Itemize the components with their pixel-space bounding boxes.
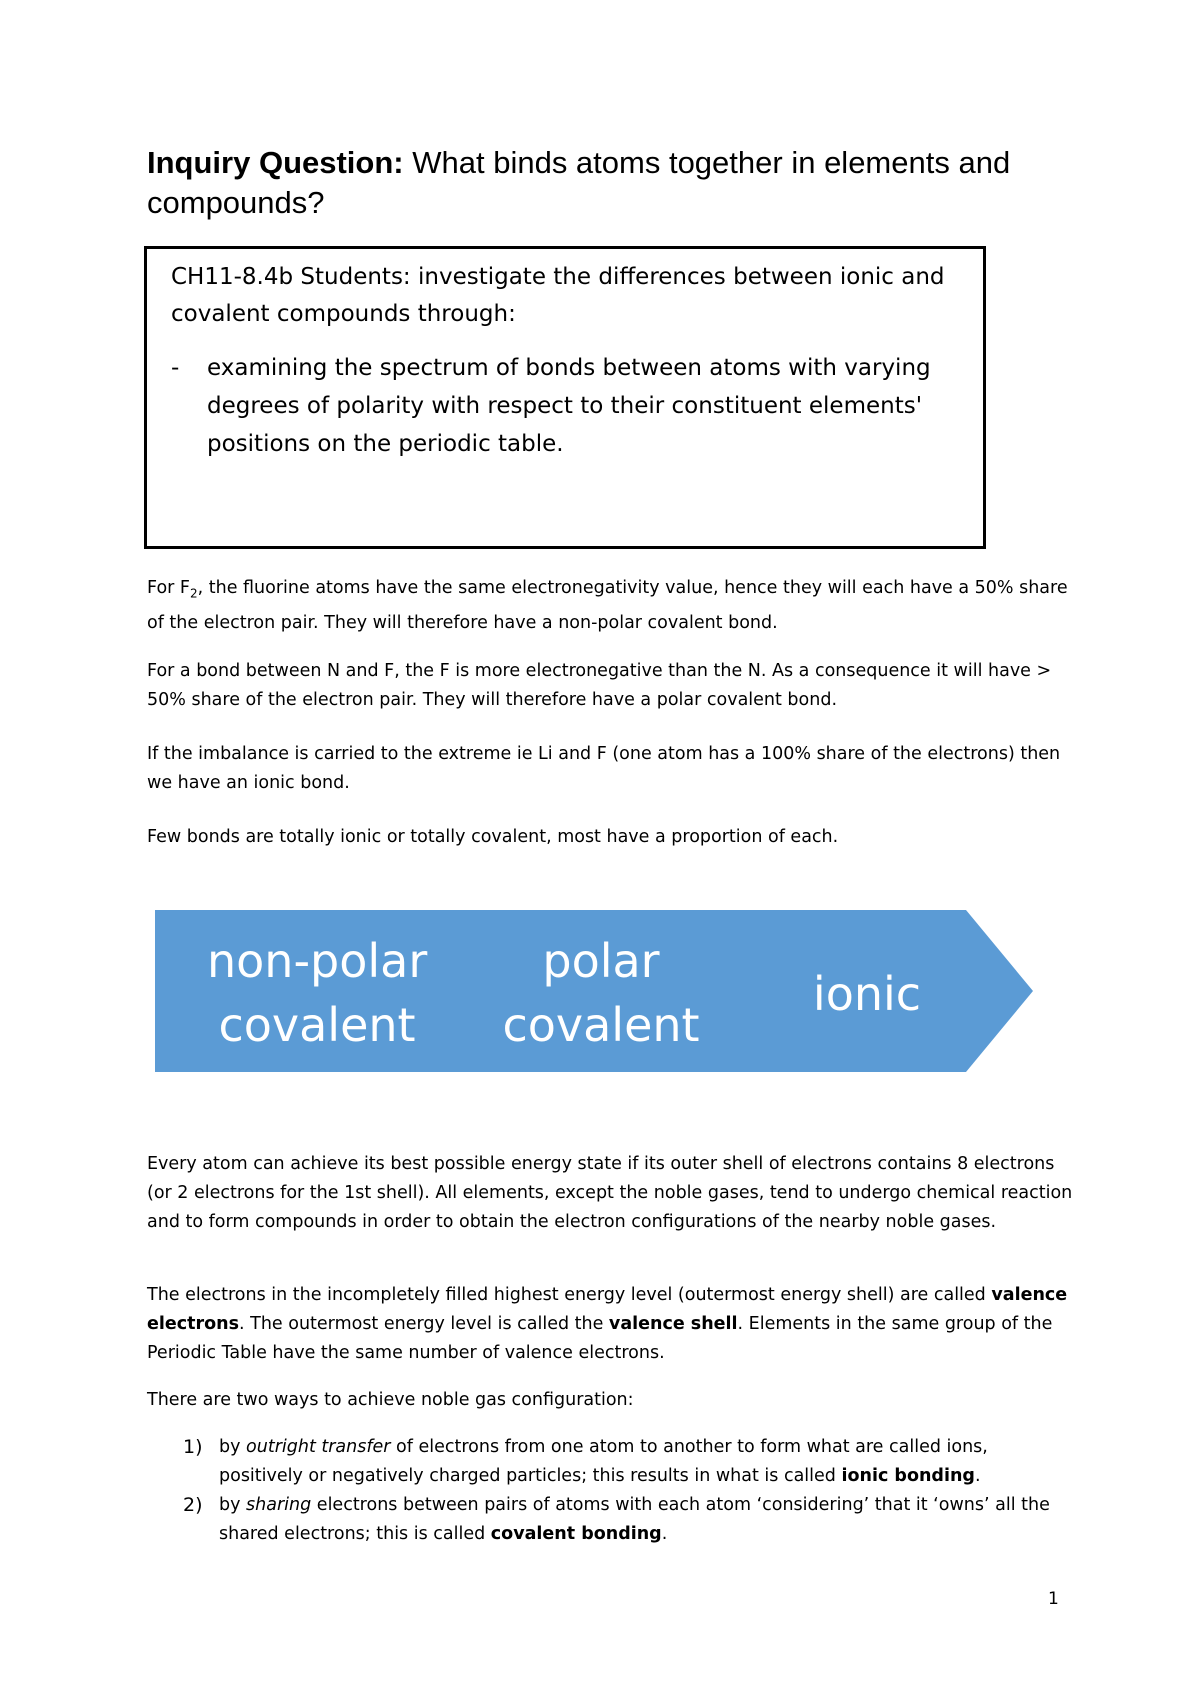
inquiry-label: Inquiry Question: <box>147 145 404 180</box>
valence-shell-term: valence shell <box>608 1314 738 1334</box>
inquiry-text: What binds atoms together in elements and compounds? <box>147 145 1011 220</box>
bond-spectrum-arrow <box>155 910 1035 1073</box>
inquiry-question <box>147 143 1077 223</box>
label-nonpolar-line2: covalent <box>218 998 416 1052</box>
outcome-bullet-text: examining the spectrum of bonds between atoms with varying degrees of polarity with respect to their constituent elements' positions on the periodic table. <box>207 355 931 457</box>
valence-electrons-term: valence electrons <box>147 1285 1068 1334</box>
outcome-bullet <box>171 349 959 463</box>
item1-em: outright transfer <box>246 1437 391 1457</box>
ionic-bonding-term: ionic bonding <box>841 1466 975 1486</box>
label-nonpolar-line1: non-polar <box>207 934 428 988</box>
outcome-list <box>171 349 959 463</box>
paragraph-f2 <box>147 574 1077 638</box>
item2-t2: electrons between pairs of atoms with each atom ‘considering’ that it ‘owns’ all the shared electrons; this is called <box>219 1495 1050 1544</box>
item1-t3: . <box>974 1466 981 1486</box>
bullet-dash: - <box>171 355 180 381</box>
item2-t3: . <box>661 1524 668 1544</box>
label-ionic: ionic <box>812 967 922 1021</box>
outcome-intro: CH11-8.4b Students: investigate the differences between ionic and covalent compounds through: <box>171 264 945 327</box>
item2-t1: by <box>219 1495 247 1515</box>
label-nonpolar-covalent <box>207 929 427 1057</box>
label-polar-line2: covalent <box>502 998 700 1052</box>
paragraph-few-bonds: Few bonds are totally ionic or totally covalent, most have a proportion of each. <box>147 827 839 847</box>
paragraph-octet: Every atom can achieve its best possible energy state if its outer shell of electrons contains 8 electrons (or 2 electrons for the 1st shell). All elements, except the noble gases, tend to undergo chemical reaction and to form compounds in order to obtain the electron configurations of the nearby noble gases. <box>147 1154 1073 1232</box>
valence-t1: The electrons in the incompletely filled highest energy level (outermost energy shell) are called <box>147 1285 992 1305</box>
list-number-2: 2) <box>183 1494 203 1516</box>
valence-t2: . The outermost energy level is called the <box>239 1314 609 1334</box>
label-polar-line1: polar <box>542 934 660 988</box>
paragraph-two-ways: There are two ways to achieve noble gas configuration: <box>147 1390 634 1410</box>
item2-em: sharing <box>246 1495 312 1515</box>
list-item-transfer <box>147 1433 1077 1491</box>
item1-t1: by <box>219 1437 247 1457</box>
paragraph-lif: If the imbalance is carried to the extreme ie Li and F (one atom has a 100% share of the electrons) then we have an ionic bond. <box>147 744 1061 793</box>
label-polar-covalent <box>491 929 711 1057</box>
f2-subscript: 2 <box>189 586 198 601</box>
syllabus-outcome-box <box>144 246 986 549</box>
paragraph-nf: For a bond between N and F, the F is more electronegative than the N. As a consequence it will have > 50% share of the electron pair. They will therefore have a polar covalent bond. <box>147 661 1052 710</box>
paragraph-valence <box>147 1281 1077 1368</box>
list-item-sharing <box>147 1491 1077 1549</box>
list-number-1: 1) <box>183 1436 203 1458</box>
f2-post: , the fluorine atoms have the same electronegativity value, hence they will each have a 50% share of the electron pair. They will therefore have a non-polar covalent bond. <box>147 578 1068 633</box>
page-number: 1 <box>1048 1589 1059 1609</box>
f2-pre: For F <box>147 578 190 598</box>
valence-t3: . Elements in the same group of the Periodic Table have the same number of valence electrons. <box>147 1314 1053 1363</box>
item1-t2: of electrons from one atom to another to form what are called ions, positively or negatively charged particles; this results in what is called <box>219 1437 988 1486</box>
covalent-bonding-term: covalent bonding <box>490 1524 662 1544</box>
bonding-methods-list <box>147 1433 1077 1549</box>
